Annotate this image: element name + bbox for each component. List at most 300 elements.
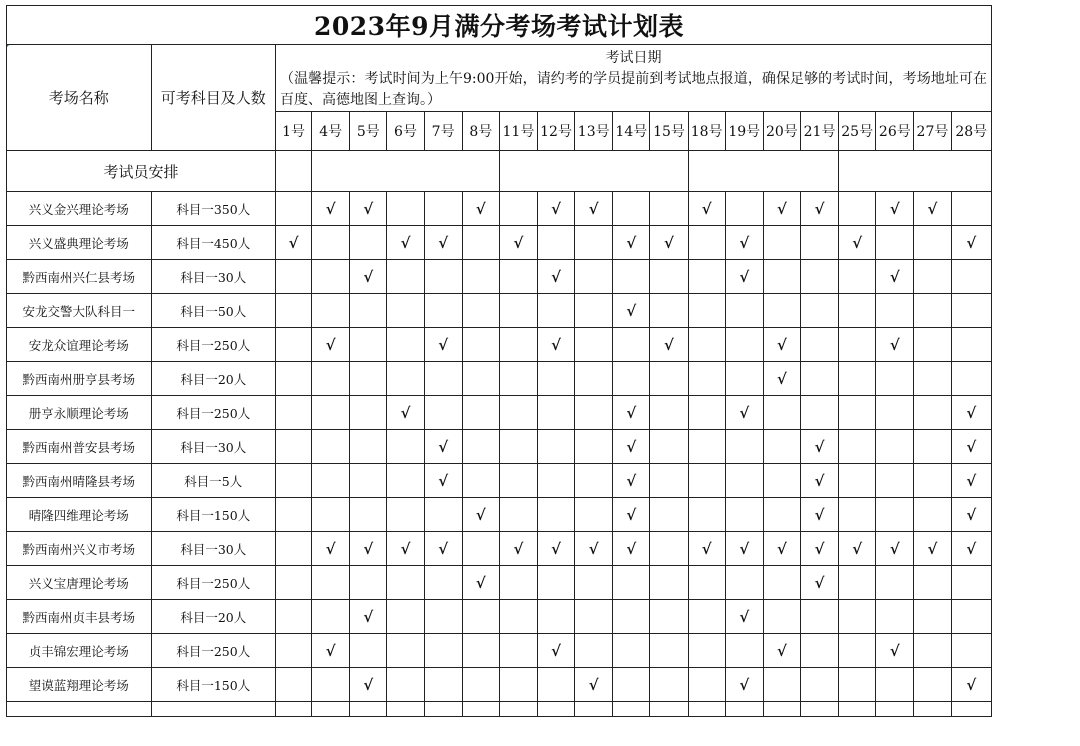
check-mark-cell: √ (876, 328, 914, 362)
check-mark-cell: √ (312, 192, 350, 226)
empty-date-cell (387, 328, 424, 362)
empty-date-cell (499, 566, 537, 600)
empty-date-cell (537, 566, 574, 600)
empty-date-cell (839, 566, 876, 600)
blank-cell (7, 702, 152, 717)
empty-date-cell (951, 192, 991, 226)
empty-date-cell (914, 464, 951, 498)
empty-date-cell (537, 396, 574, 430)
page-title: 2023年9月满分考场考试计划表 (7, 6, 992, 45)
table-row (7, 600, 992, 634)
empty-date-cell (688, 430, 725, 464)
check-mark-cell: √ (613, 532, 650, 566)
staff-row (7, 151, 992, 192)
empty-date-cell (575, 464, 613, 498)
empty-date-cell (688, 634, 725, 668)
empty-date-cell (800, 328, 838, 362)
empty-date-cell (387, 634, 424, 668)
empty-date-cell (575, 566, 613, 600)
blank-row (7, 702, 992, 717)
empty-date-cell (650, 498, 688, 532)
empty-date-cell (575, 226, 613, 260)
empty-date-cell (537, 464, 574, 498)
table-row (7, 328, 992, 362)
blank-cell (575, 702, 613, 717)
blank-cell (951, 702, 991, 717)
subject-count-cell: 科目一50人 (151, 294, 275, 328)
empty-date-cell (499, 464, 537, 498)
empty-date-cell (387, 498, 424, 532)
check-mark-cell: √ (424, 226, 462, 260)
empty-date-cell (650, 600, 688, 634)
check-mark-cell: √ (537, 192, 574, 226)
empty-date-cell (537, 226, 574, 260)
date-header-title: 考试日期 (605, 49, 662, 66)
check-mark-cell: √ (876, 260, 914, 294)
empty-date-cell (462, 328, 499, 362)
subject-count-cell: 科目一30人 (151, 430, 275, 464)
day-header-cell: 19号 (725, 112, 763, 151)
subject-count-cell: 科目一250人 (151, 566, 275, 600)
empty-date-cell (499, 634, 537, 668)
empty-date-cell (763, 430, 800, 464)
empty-date-cell (387, 464, 424, 498)
venue-name-cell: 兴义盛典理论考场 (7, 226, 152, 260)
empty-date-cell (276, 328, 312, 362)
empty-date-cell (688, 600, 725, 634)
day-header-cell: 28号 (951, 112, 991, 151)
venue-name-cell: 黔西南州兴仁县考场 (7, 260, 152, 294)
table-row (7, 498, 992, 532)
check-mark-cell: √ (424, 464, 462, 498)
check-mark-cell: √ (350, 260, 387, 294)
day-header-cell: 5号 (350, 112, 387, 151)
empty-date-cell (914, 260, 951, 294)
empty-date-cell (839, 498, 876, 532)
venue-name-cell: 安龙众谊理论考场 (7, 328, 152, 362)
check-mark-cell: √ (650, 226, 688, 260)
empty-date-cell (613, 634, 650, 668)
subject-count-cell: 科目一20人 (151, 362, 275, 396)
empty-date-cell (387, 668, 424, 702)
empty-date-cell (763, 600, 800, 634)
day-header-cell: 21号 (800, 112, 838, 151)
empty-date-cell (350, 566, 387, 600)
check-mark-cell: √ (951, 226, 991, 260)
empty-date-cell (613, 668, 650, 702)
empty-date-cell (951, 294, 991, 328)
table-row (7, 566, 992, 600)
empty-date-cell (276, 566, 312, 600)
empty-date-cell (876, 600, 914, 634)
exam-schedule-table (6, 5, 992, 717)
check-mark-cell: √ (575, 532, 613, 566)
check-mark-cell: √ (763, 532, 800, 566)
empty-date-cell (276, 464, 312, 498)
empty-date-cell (537, 430, 574, 464)
table-row (7, 668, 992, 702)
empty-date-cell (424, 566, 462, 600)
empty-date-cell (650, 294, 688, 328)
empty-date-cell (951, 362, 991, 396)
table-row (7, 362, 992, 396)
day-header-cell: 20号 (763, 112, 800, 151)
empty-date-cell (725, 362, 763, 396)
check-mark-cell: √ (462, 192, 499, 226)
subject-header: 可考科目及人数 (151, 45, 275, 151)
empty-date-cell (914, 226, 951, 260)
check-mark-cell: √ (613, 498, 650, 532)
check-mark-cell: √ (650, 328, 688, 362)
staff-cell (312, 151, 500, 192)
empty-date-cell (914, 294, 951, 328)
empty-date-cell (387, 566, 424, 600)
empty-date-cell (839, 430, 876, 464)
empty-date-cell (800, 396, 838, 430)
check-mark-cell: √ (312, 328, 350, 362)
venue-name-cell: 晴隆四维理论考场 (7, 498, 152, 532)
empty-date-cell (424, 260, 462, 294)
empty-date-cell (839, 192, 876, 226)
check-mark-cell: √ (312, 532, 350, 566)
empty-date-cell (575, 634, 613, 668)
empty-date-cell (800, 668, 838, 702)
check-mark-cell: √ (462, 566, 499, 600)
staff-cell (839, 151, 992, 192)
check-mark-cell: √ (688, 532, 725, 566)
check-mark-cell: √ (800, 430, 838, 464)
blank-cell (537, 702, 574, 717)
blank-cell (800, 702, 838, 717)
empty-date-cell (499, 668, 537, 702)
check-mark-cell: √ (839, 532, 876, 566)
empty-date-cell (876, 566, 914, 600)
check-mark-cell: √ (350, 192, 387, 226)
empty-date-cell (387, 192, 424, 226)
check-mark-cell: √ (951, 498, 991, 532)
check-mark-cell: √ (387, 226, 424, 260)
venue-name-cell: 贞丰锦宏理论考场 (7, 634, 152, 668)
check-mark-cell: √ (876, 192, 914, 226)
subject-count-cell: 科目一250人 (151, 634, 275, 668)
venue-name-cell: 望谟蓝翔理论考场 (7, 668, 152, 702)
check-mark-cell: √ (350, 668, 387, 702)
empty-date-cell (350, 634, 387, 668)
venue-name-cell: 黔西南州普安县考场 (7, 430, 152, 464)
blank-cell (151, 702, 275, 717)
blank-cell (350, 702, 387, 717)
blank-cell (387, 702, 424, 717)
empty-date-cell (688, 260, 725, 294)
empty-date-cell (276, 294, 312, 328)
empty-date-cell (575, 498, 613, 532)
empty-date-cell (350, 430, 387, 464)
empty-date-cell (688, 294, 725, 328)
empty-date-cell (725, 634, 763, 668)
empty-date-cell (876, 294, 914, 328)
check-mark-cell: √ (725, 668, 763, 702)
check-mark-cell: √ (725, 600, 763, 634)
empty-date-cell (312, 362, 350, 396)
empty-date-cell (650, 634, 688, 668)
empty-date-cell (650, 260, 688, 294)
empty-date-cell (650, 566, 688, 600)
empty-date-cell (725, 566, 763, 600)
venue-name-cell: 黔西南州贞丰县考场 (7, 600, 152, 634)
check-mark-cell: √ (499, 532, 537, 566)
check-mark-cell: √ (951, 430, 991, 464)
empty-date-cell (350, 328, 387, 362)
empty-date-cell (763, 260, 800, 294)
empty-date-cell (499, 362, 537, 396)
subject-count-cell: 科目一250人 (151, 396, 275, 430)
empty-date-cell (276, 396, 312, 430)
empty-date-cell (575, 328, 613, 362)
empty-date-cell (276, 192, 312, 226)
empty-date-cell (276, 532, 312, 566)
day-header-cell: 8号 (462, 112, 499, 151)
empty-date-cell (914, 634, 951, 668)
empty-date-cell (613, 566, 650, 600)
empty-date-cell (462, 668, 499, 702)
empty-date-cell (499, 498, 537, 532)
empty-date-cell (499, 294, 537, 328)
subject-count-cell: 科目一250人 (151, 328, 275, 362)
check-mark-cell: √ (575, 668, 613, 702)
empty-date-cell (613, 362, 650, 396)
empty-date-cell (688, 362, 725, 396)
empty-date-cell (876, 498, 914, 532)
empty-date-cell (499, 396, 537, 430)
empty-date-cell (725, 294, 763, 328)
empty-date-cell (839, 396, 876, 430)
check-mark-cell: √ (951, 464, 991, 498)
blank-cell (424, 702, 462, 717)
empty-date-cell (951, 566, 991, 600)
day-header-cell: 26号 (876, 112, 914, 151)
empty-date-cell (914, 566, 951, 600)
empty-date-cell (499, 260, 537, 294)
empty-date-cell (462, 362, 499, 396)
check-mark-cell: √ (800, 464, 838, 498)
empty-date-cell (387, 430, 424, 464)
empty-date-cell (276, 634, 312, 668)
empty-date-cell (839, 634, 876, 668)
check-mark-cell: √ (800, 566, 838, 600)
check-mark-cell: √ (914, 192, 951, 226)
blank-cell (312, 702, 350, 717)
empty-date-cell (499, 600, 537, 634)
subject-count-cell: 科目一5人 (151, 464, 275, 498)
venue-header: 考场名称 (7, 45, 152, 151)
check-mark-cell: √ (387, 396, 424, 430)
check-mark-cell: √ (424, 532, 462, 566)
check-mark-cell: √ (537, 260, 574, 294)
check-mark-cell: √ (839, 226, 876, 260)
check-mark-cell: √ (763, 192, 800, 226)
empty-date-cell (914, 668, 951, 702)
empty-date-cell (951, 260, 991, 294)
empty-date-cell (424, 192, 462, 226)
day-header-cell: 13号 (575, 112, 613, 151)
empty-date-cell (914, 430, 951, 464)
empty-date-cell (688, 566, 725, 600)
day-header-cell: 27号 (914, 112, 951, 151)
empty-date-cell (800, 226, 838, 260)
empty-date-cell (276, 362, 312, 396)
blank-cell (725, 702, 763, 717)
empty-date-cell (650, 192, 688, 226)
venue-name-cell: 册亨永顺理论考场 (7, 396, 152, 430)
empty-date-cell (650, 396, 688, 430)
empty-date-cell (387, 260, 424, 294)
empty-date-cell (876, 362, 914, 396)
staff-label: 考试员安排 (7, 151, 276, 192)
day-header-cell: 1号 (276, 112, 312, 151)
subject-count-cell: 科目一30人 (151, 532, 275, 566)
table-row (7, 294, 992, 328)
table-row (7, 396, 992, 430)
blank-cell (462, 702, 499, 717)
empty-date-cell (613, 328, 650, 362)
check-mark-cell: √ (800, 498, 838, 532)
empty-date-cell (839, 294, 876, 328)
subject-count-cell: 科目一20人 (151, 600, 275, 634)
empty-date-cell (462, 430, 499, 464)
empty-date-cell (350, 464, 387, 498)
empty-date-cell (688, 226, 725, 260)
empty-date-cell (800, 294, 838, 328)
check-mark-cell: √ (876, 532, 914, 566)
empty-date-cell (951, 634, 991, 668)
empty-date-cell (876, 396, 914, 430)
check-mark-cell: √ (951, 668, 991, 702)
empty-date-cell (839, 600, 876, 634)
check-mark-cell: √ (725, 226, 763, 260)
empty-date-cell (499, 192, 537, 226)
empty-date-cell (763, 294, 800, 328)
blank-cell (876, 702, 914, 717)
empty-date-cell (725, 498, 763, 532)
check-mark-cell: √ (613, 226, 650, 260)
empty-date-cell (914, 328, 951, 362)
empty-date-cell (613, 260, 650, 294)
empty-date-cell (688, 668, 725, 702)
empty-date-cell (914, 498, 951, 532)
empty-date-cell (462, 634, 499, 668)
check-mark-cell: √ (537, 532, 574, 566)
check-mark-cell: √ (499, 226, 537, 260)
empty-date-cell (462, 294, 499, 328)
empty-date-cell (800, 260, 838, 294)
empty-date-cell (312, 430, 350, 464)
blank-cell (276, 702, 312, 717)
empty-date-cell (575, 294, 613, 328)
empty-date-cell (914, 362, 951, 396)
empty-date-cell (499, 328, 537, 362)
empty-date-cell (575, 362, 613, 396)
venue-name-cell: 黔西南州晴隆县考场 (7, 464, 152, 498)
check-mark-cell: √ (763, 362, 800, 396)
empty-date-cell (462, 260, 499, 294)
empty-date-cell (876, 430, 914, 464)
day-header-cell: 11号 (499, 112, 537, 151)
day-header-cell: 14号 (613, 112, 650, 151)
check-mark-cell: √ (725, 396, 763, 430)
check-mark-cell: √ (350, 600, 387, 634)
venue-name-cell: 兴义金兴理论考场 (7, 192, 152, 226)
empty-date-cell (839, 464, 876, 498)
empty-date-cell (876, 226, 914, 260)
check-mark-cell: √ (462, 498, 499, 532)
empty-date-cell (876, 464, 914, 498)
empty-date-cell (276, 668, 312, 702)
blank-cell (499, 702, 537, 717)
table-row (7, 634, 992, 668)
blank-cell (650, 702, 688, 717)
check-mark-cell: √ (914, 532, 951, 566)
empty-date-cell (312, 668, 350, 702)
blank-cell (914, 702, 951, 717)
empty-date-cell (914, 396, 951, 430)
day-header-cell: 25号 (839, 112, 876, 151)
empty-date-cell (276, 260, 312, 294)
empty-date-cell (613, 192, 650, 226)
empty-date-cell (312, 260, 350, 294)
check-mark-cell: √ (800, 192, 838, 226)
empty-date-cell (537, 498, 574, 532)
empty-date-cell (424, 294, 462, 328)
empty-date-cell (725, 328, 763, 362)
empty-date-cell (312, 294, 350, 328)
empty-date-cell (800, 634, 838, 668)
empty-date-cell (763, 668, 800, 702)
empty-date-cell (424, 668, 462, 702)
empty-date-cell (688, 498, 725, 532)
check-mark-cell: √ (537, 634, 574, 668)
subject-count-cell: 科目一150人 (151, 498, 275, 532)
empty-date-cell (951, 328, 991, 362)
check-mark-cell: √ (688, 192, 725, 226)
empty-date-cell (350, 396, 387, 430)
staff-cell (499, 151, 688, 192)
empty-date-cell (650, 430, 688, 464)
empty-date-cell (350, 498, 387, 532)
day-header-cell: 7号 (424, 112, 462, 151)
table-row (7, 192, 992, 226)
venue-name-cell: 黔西南州兴义市考场 (7, 532, 152, 566)
subject-count-cell: 科目一450人 (151, 226, 275, 260)
empty-date-cell (537, 600, 574, 634)
empty-date-cell (613, 600, 650, 634)
empty-date-cell (424, 396, 462, 430)
empty-date-cell (462, 532, 499, 566)
check-mark-cell: √ (276, 226, 312, 260)
check-mark-cell: √ (537, 328, 574, 362)
empty-date-cell (312, 600, 350, 634)
empty-date-cell (800, 362, 838, 396)
empty-date-cell (763, 566, 800, 600)
empty-date-cell (763, 396, 800, 430)
empty-date-cell (575, 600, 613, 634)
check-mark-cell: √ (613, 396, 650, 430)
blank-cell (763, 702, 800, 717)
blank-cell (839, 702, 876, 717)
check-mark-cell: √ (575, 192, 613, 226)
check-mark-cell: √ (387, 532, 424, 566)
empty-date-cell (462, 396, 499, 430)
empty-date-cell (725, 192, 763, 226)
